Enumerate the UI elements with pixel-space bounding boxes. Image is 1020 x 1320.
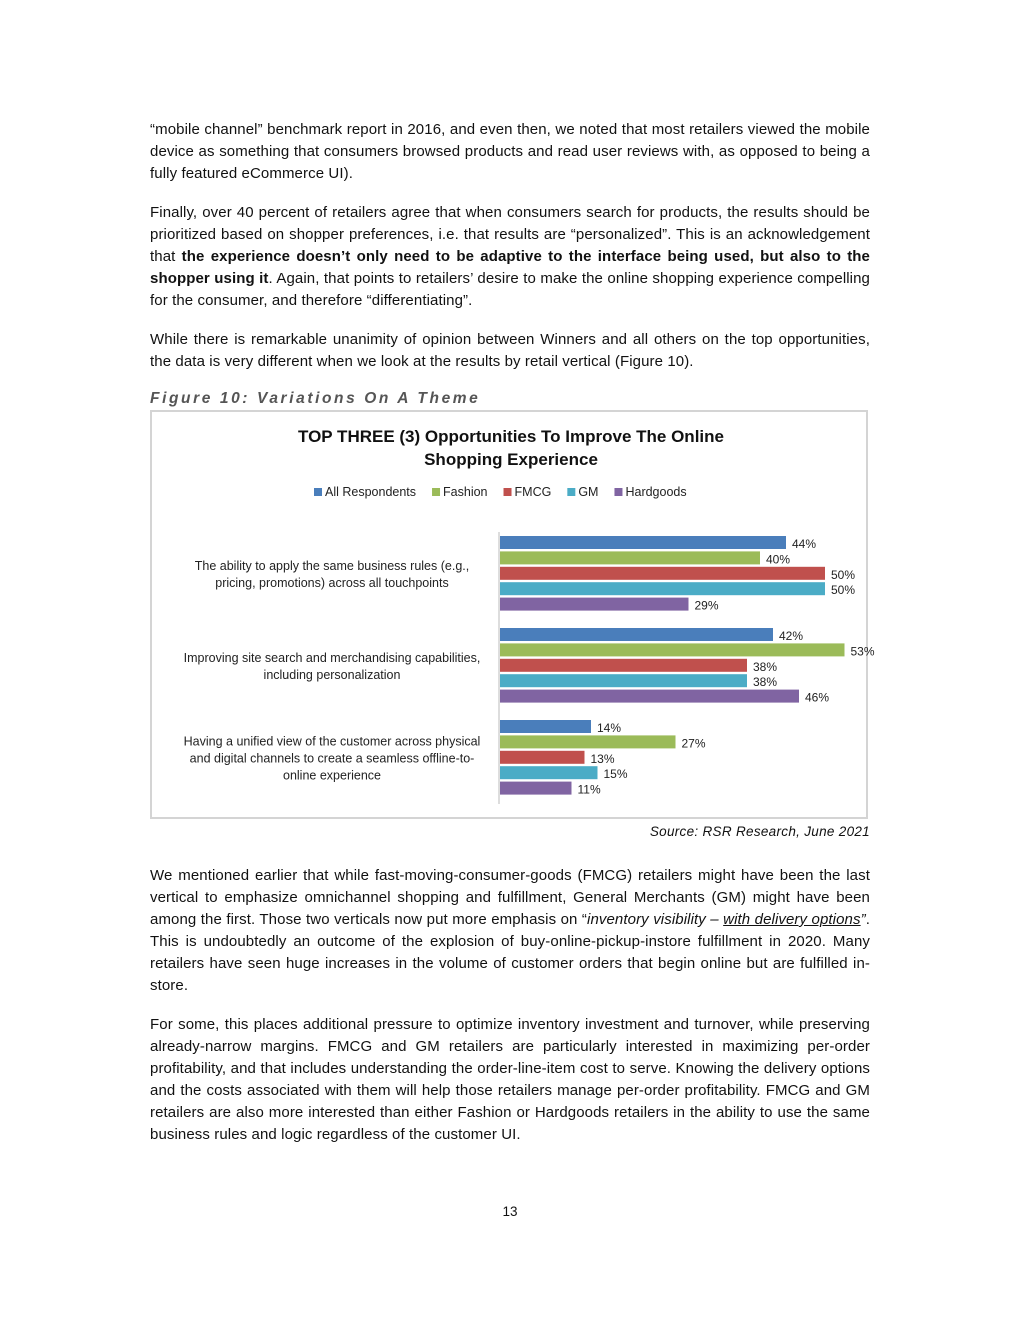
bar-0-0 xyxy=(500,536,786,549)
category-label-1-line-0: Improving site search and merchandising capabilities, xyxy=(183,651,481,665)
bar-value-label-2-0: 14% xyxy=(597,721,622,735)
chart-title-line-1: TOP THREE (3) Opportunities To Improve The Online xyxy=(298,427,724,446)
paragraph-4-italic: inventory visibility – xyxy=(587,911,724,928)
legend-label-2: FMCG xyxy=(514,485,552,499)
bar-2-0 xyxy=(500,720,591,733)
paragraph-4-text-a: We mentioned earlier that while fast-moving-consumer-goods (FMCG) retailers might have been the last vertical to emphasize omnichannel shopping and fulfillment, General Merchants (GM) might have been among the first. Those two verticals now put more emphasis on “ xyxy=(150,867,870,928)
bar-1-2 xyxy=(500,659,747,672)
bar-value-label-1-2: 38% xyxy=(753,659,778,674)
bar-2-2 xyxy=(500,751,585,764)
bar-value-label-1-4: 46% xyxy=(805,690,830,705)
paragraph-2-bold: the experience doesn’t only need to be adaptive to the interface being used, but also to the shopper using it xyxy=(150,248,871,287)
bar-0-4 xyxy=(500,598,689,611)
category-label-2-line-1: and digital channels to create a seamless offline-to- xyxy=(189,751,475,766)
paragraph-4-text-b: . This is undoubtedly an outcome of the explosion of buy-online-pickup-instore fulfillment in 2020. Many retailers have seen huge increases in the volume of customer orders that begin online but are fulfilled in-store. xyxy=(150,911,870,994)
legend-label-1: Fashion xyxy=(443,485,488,499)
bar-1-0 xyxy=(500,628,773,641)
category-label-0-line-1: pricing, promotions) across all touchpoints xyxy=(215,576,449,590)
bar-2-3 xyxy=(500,766,598,779)
legend-swatch-3 xyxy=(567,488,575,496)
legend-swatch-1 xyxy=(432,488,440,496)
bar-value-label-1-0: 42% xyxy=(779,629,804,643)
category-label-2-line-0: Having a unified view of the customer across physical xyxy=(183,734,481,749)
bar-value-label-0-0: 44% xyxy=(792,537,817,551)
paragraph-2 xyxy=(150,202,870,312)
bar-value-label-1-3: 38% xyxy=(753,675,778,690)
paragraph-5: For some, this places additional pressure to optimize inventory investment and turnover, while preserving already-narrow margins. FMCG and GM retailers are particularly interested in maximizing per-order profitability, and that includes understanding the order-line-item cost to serve. Knowing the delivery options and the costs associated with them will help those retailers manage per-order profitability. FMCG and GM retailers are also more interested than either Fashion or Hardgoods retailers in the ability to use the same business rules and logic regardless of the customer UI. xyxy=(150,1016,870,1143)
bar-0-1 xyxy=(500,551,760,564)
bar-0-2 xyxy=(500,567,825,580)
paragraph-4 xyxy=(150,865,870,997)
bar-value-label-2-3: 15% xyxy=(603,767,628,782)
bar-value-label-0-3: 50% xyxy=(831,583,856,598)
paragraph-3: While there is remarkable unanimity of opinion between Winners and all others on the top opportunities, the data is very different when we look at the results by retail vertical (Figure 10). xyxy=(150,331,870,370)
paragraph-2-text-b: . Again, that points to retailers’ desire to make the online shopping experience compelling for the consumer, and therefore “differentiating”. xyxy=(150,270,870,309)
bar-1-3 xyxy=(500,674,747,687)
figure-source: Source: RSR Research, June 2021 xyxy=(649,824,870,839)
chart-title-line-2: Shopping Experience xyxy=(424,450,598,469)
figure-caption: Figure 10: Variations On A Theme xyxy=(150,390,481,407)
bar-0-3 xyxy=(500,582,825,595)
paragraph-2-text-a: Finally, over 40 percent of retailers agree that when consumers search for products, the results should be prioritized based on shopper preferences, i.e. that results are “personalized”. This is an acknowledgement that xyxy=(150,204,870,265)
bar-value-label-0-2: 50% xyxy=(831,567,856,582)
legend-swatch-2 xyxy=(504,488,512,496)
bar-1-1 xyxy=(500,643,845,656)
bar-value-label-2-4: 11% xyxy=(577,782,601,797)
category-label-2-line-2: online experience xyxy=(283,768,381,783)
paragraph-1: “mobile channel” benchmark report in 2016, and even then, we noted that most retailers viewed the mobile device as something that consumers browsed products and read user reviews with, as opposed to being a fully featured eCommerce UI). xyxy=(150,121,870,182)
legend-swatch-0 xyxy=(314,488,322,496)
paragraph-4-link-text: with delivery options xyxy=(723,911,861,928)
page-number: 13 xyxy=(502,1204,518,1219)
paragraph-4-italic-end: ” xyxy=(860,911,866,928)
bar-value-label-1-1: 53% xyxy=(850,644,875,659)
bar-value-label-0-4: 29% xyxy=(694,598,719,613)
bar-value-label-0-1: 40% xyxy=(766,552,791,567)
legend-swatch-4 xyxy=(614,488,622,496)
category-label-1-line-1: including personalization xyxy=(263,668,401,682)
legend-label-4: Hardgoods xyxy=(625,485,687,499)
bar-chart xyxy=(152,412,875,817)
bar-value-label-2-1: 27% xyxy=(681,736,706,751)
legend-label-3: GM xyxy=(578,485,599,499)
bar-2-4 xyxy=(500,782,572,795)
page-content xyxy=(150,119,875,1163)
chart-frame xyxy=(150,410,875,819)
category-label-0-line-0: The ability to apply the same business rules (e.g., xyxy=(194,559,470,573)
bar-value-label-2-2: 13% xyxy=(590,751,615,766)
legend-label-0: All Respondents xyxy=(325,485,417,499)
bar-1-4 xyxy=(500,690,799,703)
bar-2-1 xyxy=(500,735,676,748)
